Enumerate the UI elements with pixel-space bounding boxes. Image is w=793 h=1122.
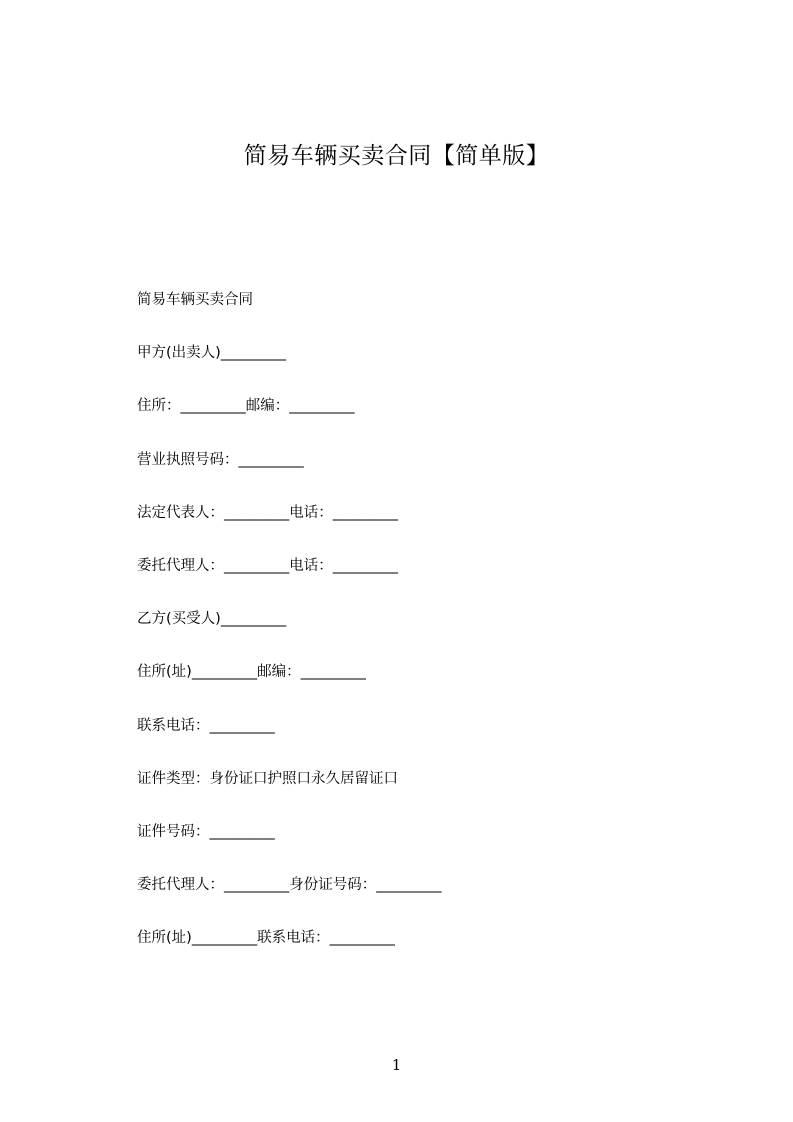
party-a-agent-line: 委托代理人：_________电话：_________ — [137, 557, 398, 574]
contract-body — [137, 288, 697, 979]
document-title: 简易车辆买卖合同【简单版】 — [243, 143, 550, 169]
party-a-address-line: 住所：_________邮编：_________ — [137, 398, 355, 415]
id-number-line: 证件号码：_________ — [137, 823, 275, 840]
party-b-phone-line: 联系电话：_________ — [137, 717, 275, 734]
party-b-agent-address-line: 住所(址)_________联系电话：_________ — [137, 930, 395, 947]
party-a-line: 甲方(出卖人)_________ — [137, 345, 287, 362]
business-license-line: 营业执照号码：_________ — [137, 451, 304, 468]
party-b-agent-line: 委托代理人：_________身份证号码：_________ — [137, 877, 442, 894]
page-number: 1 — [391, 1056, 402, 1074]
id-type-line: 证件类型：身份证口护照口永久居留证口 — [137, 770, 398, 787]
legal-representative-line: 法定代表人：_________电话：_________ — [137, 504, 398, 521]
party-b-address-line: 住所(址)_________邮编：_________ — [137, 664, 366, 681]
contract-heading-line: 简易车辆买卖合同 — [137, 292, 253, 308]
party-b-line: 乙方(买受人)_________ — [137, 611, 287, 628]
